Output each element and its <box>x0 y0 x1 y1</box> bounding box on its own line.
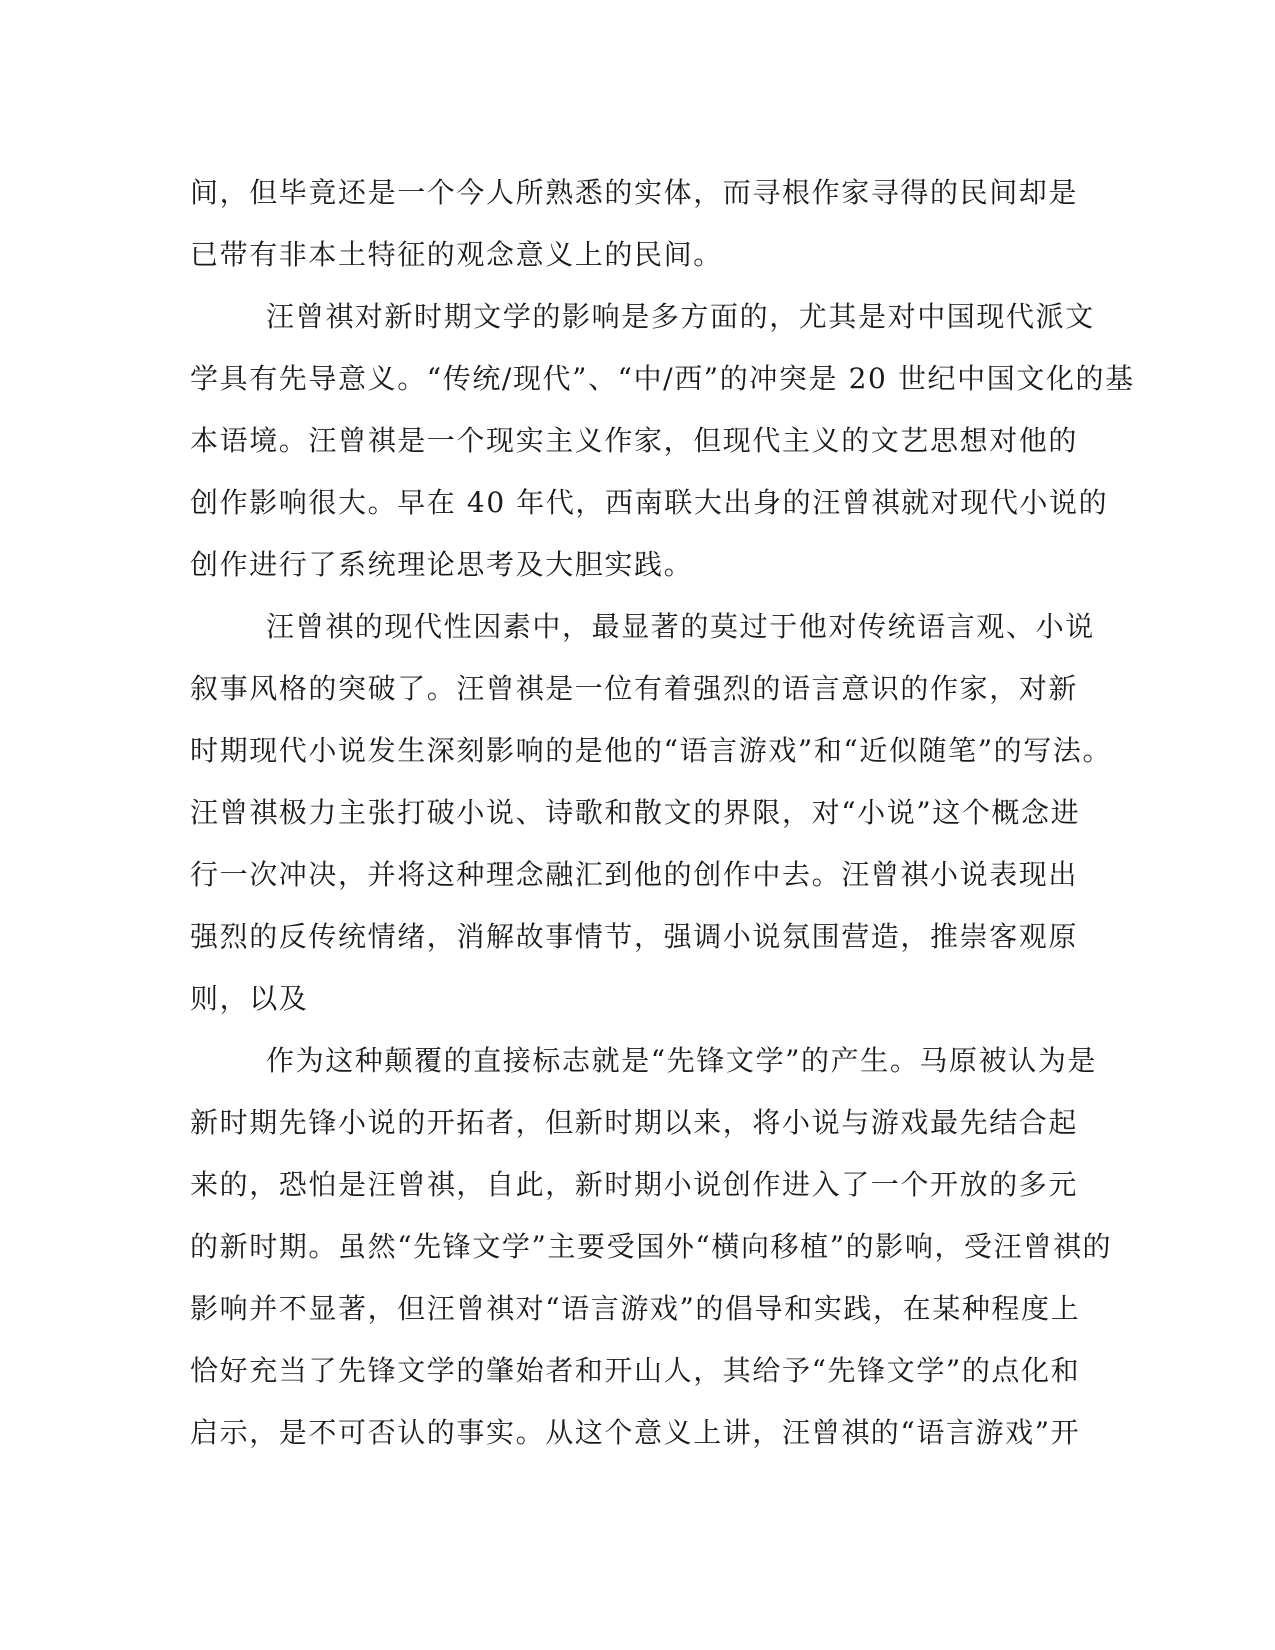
text-line: 汪曾祺的现代性因素中，最显著的莫过于他对传统语言观、小说 <box>266 610 1095 643</box>
text-line: 创作影响很大。早在 40 年代，西南联大出身的汪曾祺就对现代小说的 <box>190 486 1109 519</box>
text-line: 来的，恐怕是汪曾祺，自此，新时期小说创作进入了一个开放的多元 <box>190 1168 1079 1201</box>
text-line: 间，但毕竟还是一个今人所熟悉的实体，而寻根作家寻得的民间却是 <box>190 176 1079 209</box>
text-line: 作为这种颠覆的直接标志就是“先锋文学”的产生。马原被认为是 <box>266 1044 1098 1077</box>
text-line: 影响并不显著，但汪曾祺对“语言游戏”的倡导和实践，在某种程度上 <box>190 1292 1081 1325</box>
text-line: 的新时期。虽然“先锋文学”主要受国外“横向移植”的影响，受汪曾祺的 <box>190 1230 1113 1263</box>
text-line: 学具有先导意义。“传统/现代”、“中/西”的冲突是 20 世纪中国文化的基 <box>190 362 1135 395</box>
text-line: 恰好充当了先锋文学的肇始者和开山人，其给予“先锋文学”的点化和 <box>190 1354 1081 1387</box>
text-line: 强烈的反传统情绪，消解故事情节，强调小说氛围营造，推崇客观原 <box>190 920 1079 953</box>
text-line: 创作进行了系统理论思考及大胆实践。 <box>190 548 694 581</box>
text-line: 行一次冲决，并将这种理念融汇到他的创作中去。汪曾祺小说表现出 <box>190 858 1079 891</box>
text-line: 时期现代小说发生深刻影响的是他的“语言游戏”和“近似随笔”的写法。 <box>190 734 1113 767</box>
text-line: 本语境。汪曾祺是一个现实主义作家，但现代主义的文艺思想对他的 <box>190 424 1079 457</box>
text-line: 汪曾祺对新时期文学的影响是多方面的，尤其是对中国现代派文 <box>266 300 1095 333</box>
text-line: 汪曾祺极力主张打破小说、诗歌和散文的界限，对“小说”这个概念进 <box>190 796 1081 829</box>
text-line: 新时期先锋小说的开拓者，但新时期以来，将小说与游戏最先结合起 <box>190 1106 1079 1139</box>
text-line: 启示，是不可否认的事实。从这个意义上讲，汪曾祺的“语言游戏”开 <box>190 1416 1081 1449</box>
text-line: 已带有非本土特征的观念意义上的民间。 <box>190 238 723 271</box>
text-line: 叙事风格的突破了。汪曾祺是一位有着强烈的语言意识的作家，对新 <box>190 672 1079 705</box>
text-line: 则，以及 <box>190 982 309 1015</box>
body-text <box>190 162 1135 1464</box>
